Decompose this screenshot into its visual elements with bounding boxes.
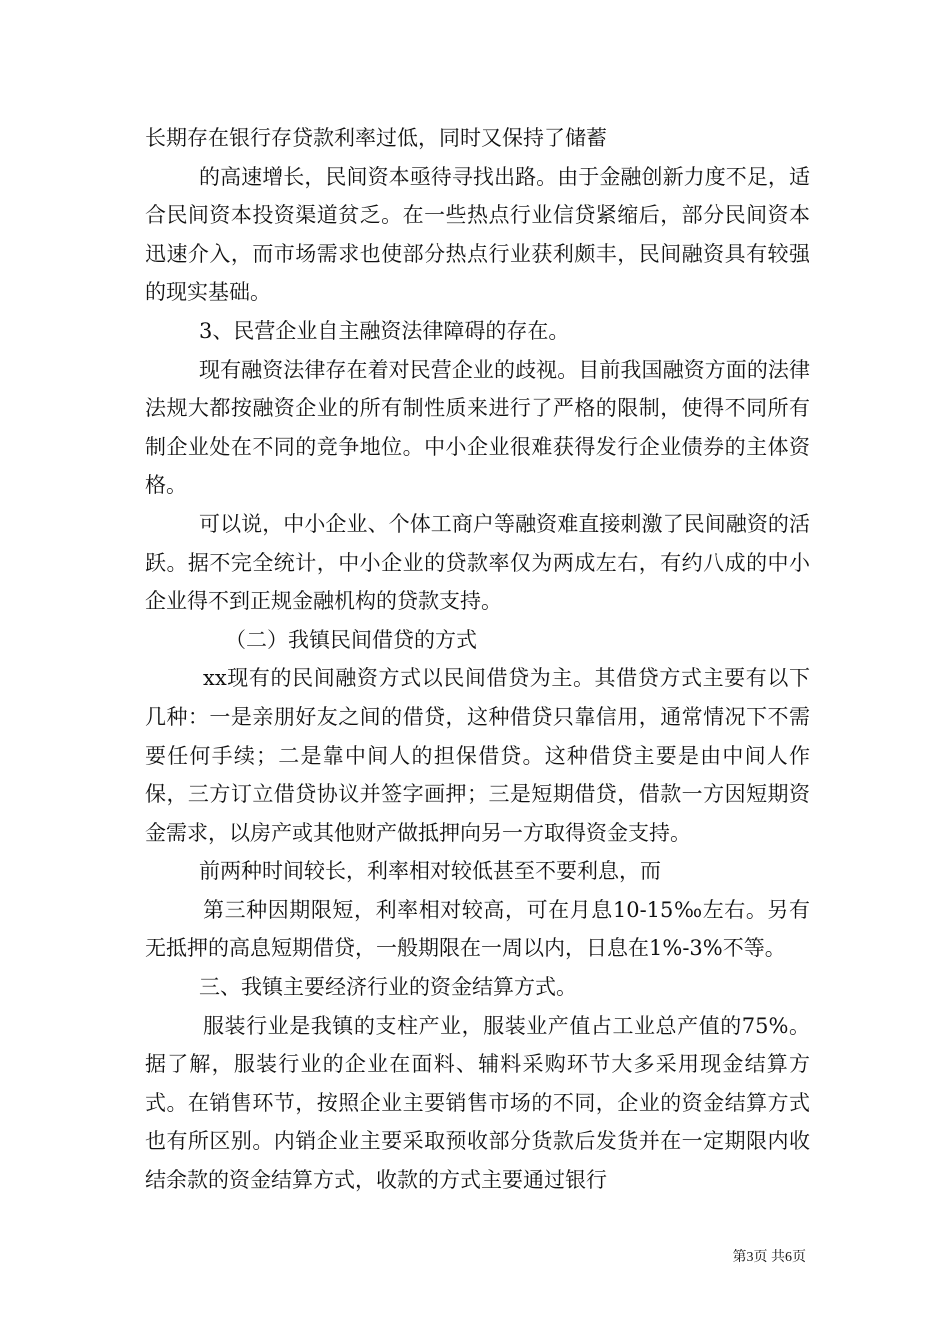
page-middle: 页 共 (753, 1250, 785, 1265)
paragraph-1: 长期存在银行存贷款利率过低，同时又保持了储蓄 (145, 126, 607, 150)
page-current: 3 (746, 1250, 754, 1265)
paragraph-4: 现有融资法律存在着对民营企业的歧视。目前我国融资方面的法律法规大都按融资企业的所有制性质来进行了严格的限制，使得不同所有制企业处在不同的竞争地位。中小企业很难获得发行企业债券的主体资格。 (145, 357, 810, 498)
page-total: 6 (785, 1250, 792, 1265)
paragraph-9: 第三种因期限短，利率相对较高，可在月息10-15‰左右。另有无抵押的高息短期借贷，一般期限在一周以内，日息在1%-3%不等。 (145, 897, 810, 961)
paragraph-8: 前两种时间较长，利率相对较低甚至不要利息，而 (199, 859, 661, 884)
section-heading-2: （二）我镇民间借贷的方式 (225, 627, 477, 652)
page-suffix: 页 (792, 1250, 806, 1265)
paragraph-11: 服装行业是我镇的支柱产业，服装业产值占工业总产值的75%。据了解，服装行业的企业在面料、辅料采购环节大多采用现金结算方式。在销售环节，按照企业主要销售市场的不同，企业的资金结算方式也有所区别。内销企业主要采取预收部分货款后发货并在一定期限内收结余款的资金结算方式，收款的方式主要通过银行 (145, 1013, 810, 1193)
paragraph-7: xx现有的民间融资方式以民间借贷为主。其借贷方式主要有以下几种：一是亲朋好友之间的借贷，这种借贷只靠信用，通常情况下不需要任何手续；二是靠中间人的担保借贷。这种借贷主要是由中间人作保，三方订立借贷协议并签字画押；三是短期借贷，借款一方因短期资金需求，以房产或其他财产做抵押向另一方取得资金支持。 (145, 666, 810, 845)
document-body (145, 119, 810, 1200)
page-prefix: 第 (732, 1250, 747, 1265)
paragraph-3: 3、民营企业自主融资法律障碍的存在。 (199, 318, 570, 343)
paragraph-2: 的高速增长，民间资本亟待寻找出路。由于金融创新力度不足，适合民间资本投资渠道贫乏。在一些热点行业信贷紧缩后，部分民间资本迅速介入，而市场需求也使部分热点行业获利颇丰，民间融资具有较强的现实基础。 (145, 164, 810, 305)
page-number-footer (733, 1248, 807, 1267)
section-heading-3: 三、我镇主要经济行业的资金结算方式。 (199, 975, 577, 1000)
paragraph-5: 可以说，中小企业、个体工商户等融资难直接刺激了民间融资的活跃。据不完全统计，中小企业的贷款率仅为两成左右，有约八成的中小企业得不到正规金融机构的贷款支持。 (145, 511, 810, 614)
